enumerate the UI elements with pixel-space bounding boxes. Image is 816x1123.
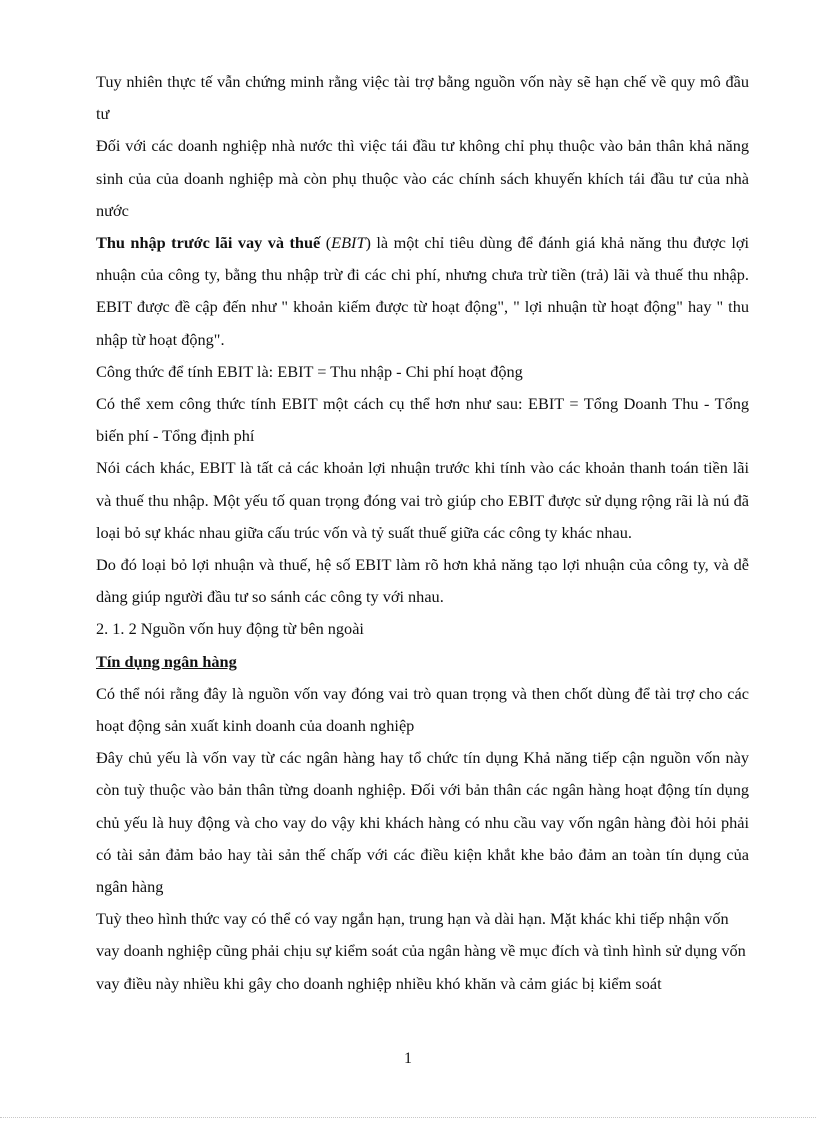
paragraph-formula-detail: Có thể xem công thức tính EBIT một cách cụ thể hơn như sau: EBIT = Tổng Doanh Thu - Tổng biến phí - Tổng định phí bbox=[96, 394, 749, 446]
subheading-bank-credit bbox=[96, 646, 749, 678]
ebit-definition-text: ) là một chỉ tiêu dùng để đánh giá khả năng thu được lợi nhuận của công ty, bằng thu nhập trừ đi các chi phí, nhưng chưa trừ tiền (trả) lãi và thuế thu nhập. EBIT được đề cập đến như " khoản kiếm được từ hoạt động", " lợi nhuận từ hoạt động" hay " thu nhập từ hoạt động". bbox=[96, 233, 749, 349]
ebit-term: Thu nhập trước lãi vay và thuế bbox=[96, 233, 321, 253]
paragraph-ebit-conclusion: Do đó loại bỏ lợi nhuận và thuế, hệ số EBIT làm rõ hơn khả năng tạo lợi nhuận của công ty, và dễ dàng giúp người đầu tư so sánh các công ty với nhau. bbox=[96, 555, 749, 607]
ebit-paren-open: ( bbox=[320, 233, 332, 253]
paragraph-bank-1: Có thể nói rằng đây là nguồn vốn vay đóng vai trò quan trọng và then chốt dùng để tài trợ cho các hoạt động sản xuất kinh doanh của doanh nghiệp bbox=[96, 683, 749, 736]
page-bottom-divider bbox=[0, 1117, 816, 1118]
document-body bbox=[96, 66, 749, 1000]
paragraph-ebit-definition bbox=[96, 227, 749, 356]
section-heading: 2. 1. 2 Nguồn vốn huy động từ bên ngoài bbox=[96, 619, 364, 639]
paragraph-1: Tuy nhiên thực tế vẫn chứng minh rằng việc tài trợ bằng nguồn vốn này sẽ hạn chế về quy mô đầu tư bbox=[96, 72, 749, 124]
paragraph-bank-2: Đây chủ yếu là vốn vay từ các ngân hàng hay tổ chức tín dụng Khả năng tiếp cận nguồn vốn này còn tuỳ thuộc vào bản thân từng doanh nghiệp. Đối với bản thân các ngân hàng hoạt động tín dụng chủ yếu là huy động và cho vay do vậy khi khách hàng có nhu cầu vay vốn ngân hàng đòi hỏi phải có tài sản đảm bảo hay tài sản thế chấp với các điều kiện khắt khe bảo đảm an toàn tín dụng của ngân hàng bbox=[96, 748, 749, 897]
subheading-text: Tín dụng ngân hàng bbox=[96, 651, 237, 671]
paragraph-formula: Công thức để tính EBIT là: EBIT = Thu nhập - Chi phí hoạt động bbox=[96, 361, 523, 381]
paragraph-bank-3: Tuỳ theo hình thức vay có thể có vay ngắn hạn, trung hạn và dài hạn. Mặt khác khi tiếp nhận vốn vay doanh nghiệp cũng phải chịu sự kiểm soát của ngân hàng về mục đích và tình hình sử dụng vốn vay điều này nhiều khi gây cho doanh nghiệp nhiều khó khăn và cảm giác bị kiểm soát bbox=[96, 909, 746, 993]
paragraph-ebit-explain: Nói cách khác, EBIT là tất cả các khoản lợi nhuận trước khi tính vào các khoản thanh toán tiền lãi và thuế thu nhập. Một yếu tố quan trọng đóng vai trò giúp cho EBIT được sử dụng rộng rãi là nú đã loại bỏ sự khác nhau giữa cấu trúc vốn và tỷ suất thuế giữa các công ty khác nhau. bbox=[96, 458, 749, 542]
ebit-abbrev: EBIT bbox=[331, 233, 366, 253]
page-number: 1 bbox=[404, 1050, 412, 1067]
paragraph-2: Đối với các doanh nghiệp nhà nước thì việc tái đầu tư không chỉ phụ thuộc vào bản thân khả năng sinh của của doanh nghiệp mà còn phụ thuộc vào các chính sách khuyến khích tái đầu tư của nhà nước bbox=[96, 136, 749, 220]
